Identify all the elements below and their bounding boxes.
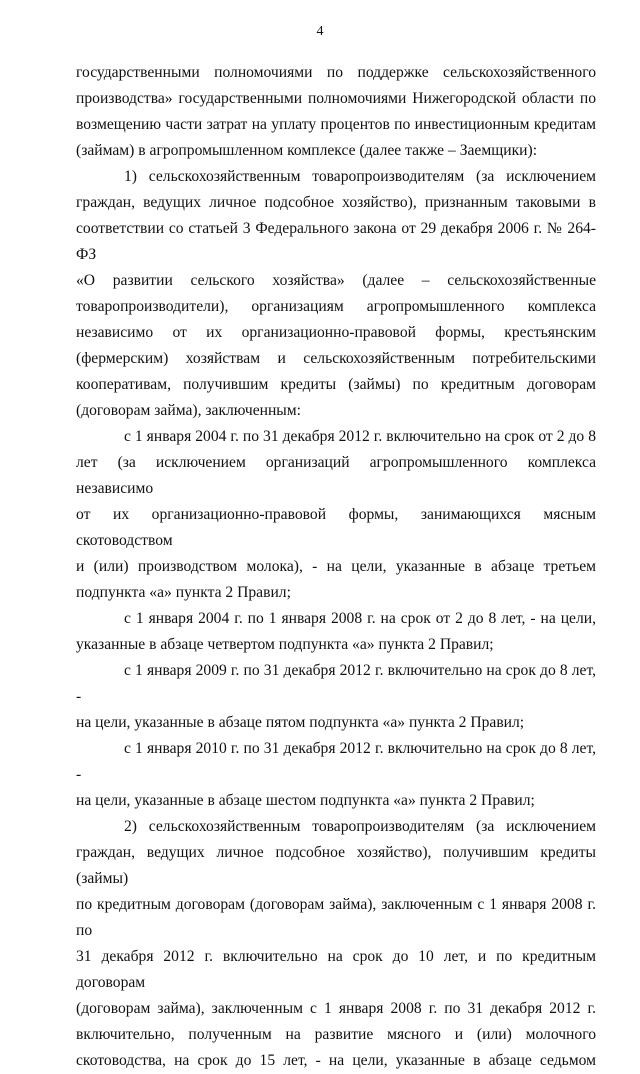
- paragraph-line: от их организационно-правовой формы, занимающихся мясным скотоводством: [76, 506, 596, 549]
- paragraph-line: с 1 января 2004 г. по 1 января 2008 г. на срок от 2 до 8 лет, - на цели,: [124, 610, 596, 627]
- paragraph-line: возмещению части затрат на уплату процентов по инвестиционным кредитам: [76, 116, 596, 133]
- paragraph-line: 2) сельскохозяйственным товаропроизводителям (за исключением: [124, 818, 596, 835]
- paragraph: [76, 658, 596, 736]
- paragraph-line: государственными полномочиями по поддержке сельскохозяйственного: [76, 64, 596, 81]
- paragraph-line: (договорам займа), заключенным с 1 января 2008 г. по 31 декабря 2012 г.: [76, 1000, 596, 1017]
- paragraph: [76, 814, 596, 1074]
- paragraph-line: производства» государственными полномочиями Нижегородской области по: [76, 90, 596, 107]
- paragraph: [76, 60, 596, 164]
- document-body: [76, 60, 596, 1074]
- paragraph-line: 31 декабря 2012 г. включительно на срок до 10 лет, и по кредитным договорам: [76, 948, 596, 991]
- paragraph-line: по кредитным договорам (договорам займа), заключенным с 1 января 2008 г. по: [76, 896, 596, 939]
- paragraph-line: независимо от их организационно-правовой формы, крестьянским: [76, 324, 596, 341]
- paragraph-line: на цели, указанные в абзаце пятом подпункта «а» пункта 2 Правил;: [76, 714, 525, 731]
- paragraph-line: и (или) производством молока), - на цели, указанные в абзаце третьем: [76, 558, 596, 575]
- paragraph-line: граждан, ведущих личное подсобное хозяйство), признанным таковыми в: [76, 194, 596, 211]
- paragraph-line: соответствии со статьей 3 Федерального закона от 29 декабря 2006 г. № 264-ФЗ: [76, 220, 596, 263]
- paragraph: [76, 736, 596, 814]
- paragraph-line: включительно, полученным на развитие мясного и (или) молочного: [76, 1026, 596, 1043]
- paragraph-line: 1) сельскохозяйственным товаропроизводителям (за исключением: [124, 168, 596, 185]
- paragraph-line: с 1 января 2010 г. по 31 декабря 2012 г. включительно на срок до 8 лет, -: [76, 740, 596, 783]
- paragraph: [76, 606, 596, 658]
- paragraph-line: граждан, ведущих личное подсобное хозяйство), получившим кредиты (займы): [76, 844, 596, 887]
- paragraph-line: «О развитии сельского хозяйства» (далее – сельскохозяйственные: [76, 272, 596, 289]
- paragraph-line: с 1 января 2009 г. по 31 декабря 2012 г. включительно на срок до 8 лет, -: [76, 662, 596, 705]
- paragraph-line: с 1 января 2004 г. по 31 декабря 2012 г. включительно на срок от 2 до 8: [124, 428, 596, 445]
- paragraph-line: подпункта «а» пункта 2 Правил;: [76, 584, 291, 601]
- paragraph: [76, 164, 596, 424]
- paragraph-line: (фермерским) хозяйствам и сельскохозяйственным потребительскими: [76, 350, 596, 367]
- paragraph-line: лет (за исключением организаций агропромышленного комплекса независимо: [76, 454, 596, 497]
- paragraph-line: кооперативам, получившим кредиты (займы) по кредитным договорам: [76, 376, 596, 393]
- page-number: 4: [316, 24, 324, 39]
- paragraph-line: на цели, указанные в абзаце шестом подпункта «а» пункта 2 Правил;: [76, 792, 535, 809]
- paragraph-line: (договорам займа), заключенным:: [76, 402, 301, 419]
- paragraph-line: товаропроизводители), организациям агропромышленного комплекса: [76, 298, 596, 315]
- paragraph: [76, 424, 596, 606]
- paragraph-line: указанные в абзаце четвертом подпункта «а» пункта 2 Правил;: [76, 636, 494, 653]
- paragraph-line: скотоводства, на срок до 15 лет, - на цели, указанные в абзаце седьмом: [76, 1052, 596, 1069]
- paragraph-line: (займам) в агропромышленном комплексе (далее также – Заемщики):: [76, 142, 538, 159]
